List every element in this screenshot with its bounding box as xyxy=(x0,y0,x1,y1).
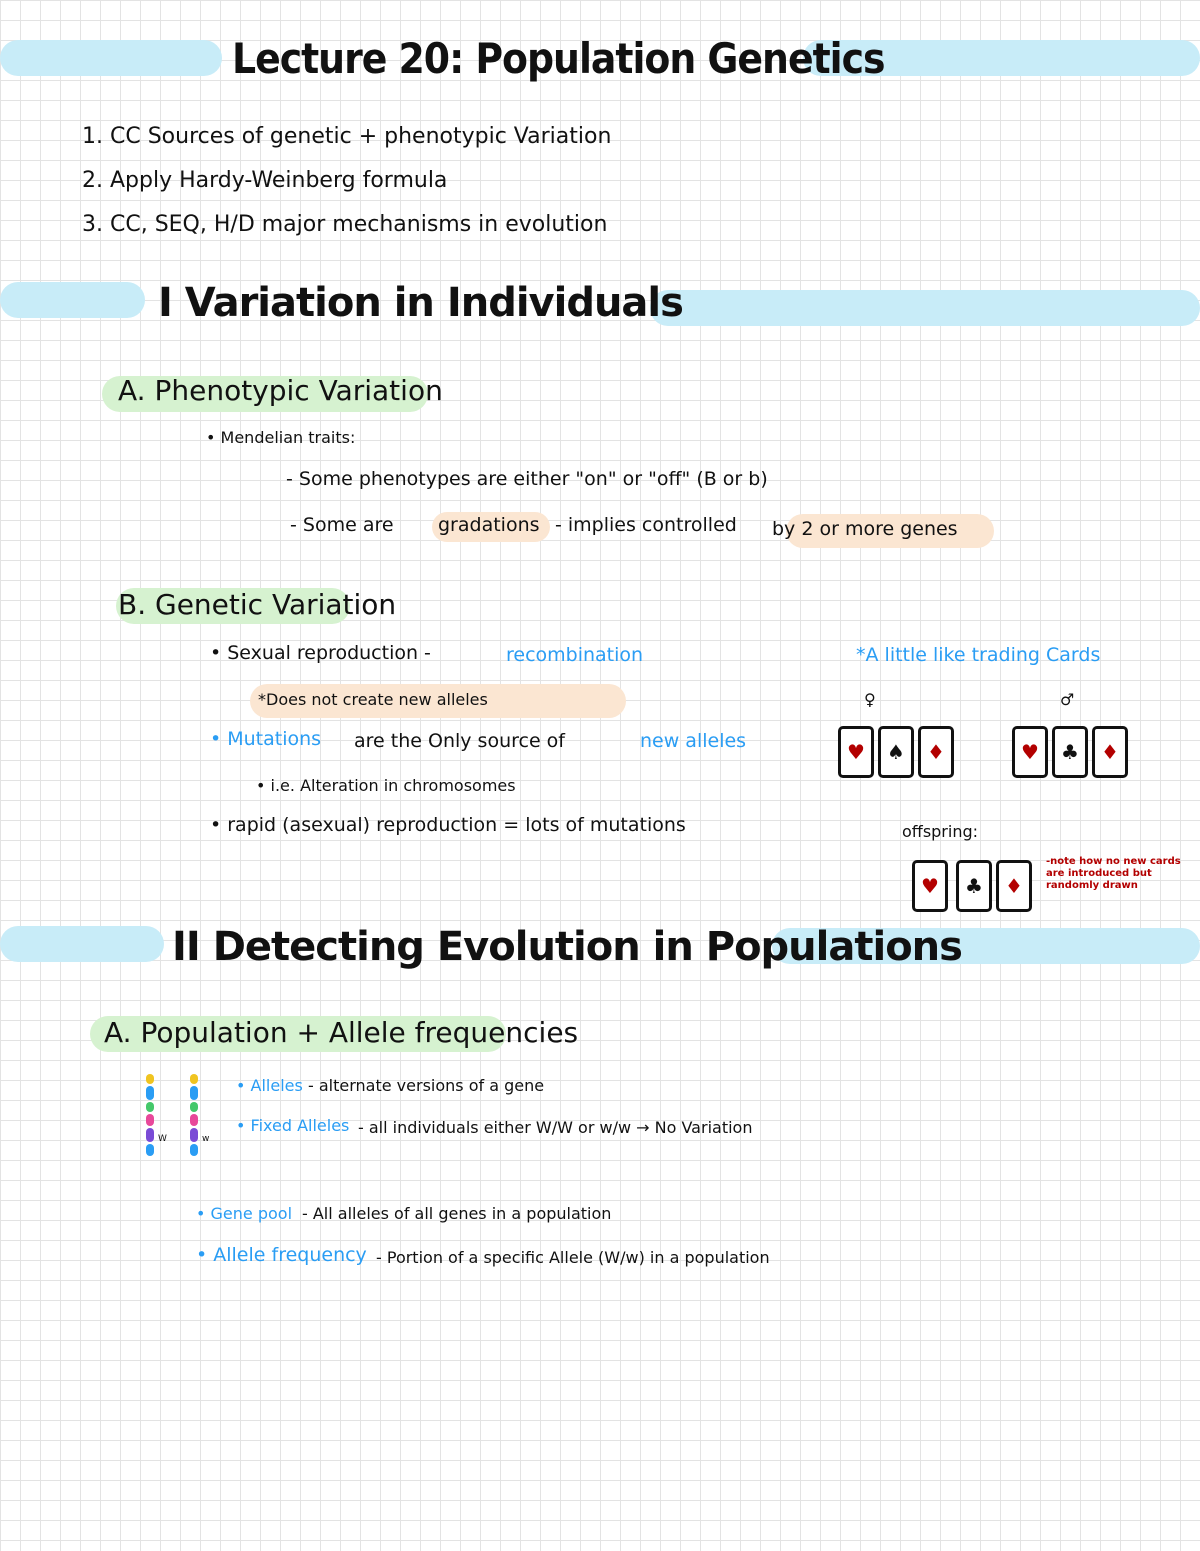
sexual-reproduction: • Sexual reproduction - xyxy=(210,642,431,664)
objective-1: 1. CC Sources of genetic + phenotypic Variation xyxy=(82,124,612,149)
section1-bar-left xyxy=(0,282,145,318)
parent2-card-club: ♣ xyxy=(1052,726,1088,778)
offspring-note: -note how no new cards are introduced but randomly drawn xyxy=(1046,856,1181,891)
gradations-line-mid: - implies controlled xyxy=(555,514,737,536)
mendelian-bullet: • Mendelian traits: xyxy=(206,428,356,447)
section1-heading: I Variation in Individuals xyxy=(158,280,683,326)
parent1-symbol: ♀ xyxy=(864,690,876,709)
allele-frequency-definition: - Portion of a specific Allele (W/w) in a population xyxy=(376,1248,770,1267)
section2-bar-left xyxy=(0,926,164,962)
section1b-label: B. Genetic Variation xyxy=(118,588,397,621)
recombination: recombination xyxy=(506,644,644,666)
allele-frequency-word: • Allele frequency xyxy=(196,1244,367,1266)
fixed-alleles-word: • Fixed Alleles xyxy=(236,1116,350,1135)
parent2-symbol: ♂ xyxy=(1060,690,1075,709)
section2a-label: A. Population + Allele frequencies xyxy=(104,1016,579,1049)
gradations-word: gradations xyxy=(438,514,540,536)
objective-3: 3. CC, SEQ, H/D major mechanisms in evolution xyxy=(82,212,608,237)
offspring-label: offspring: xyxy=(902,822,979,841)
new-alleles: new alleles xyxy=(640,730,747,752)
parent1-card-spade: ♠ xyxy=(878,726,914,778)
gradations-line-end: by 2 or more genes xyxy=(772,518,958,540)
not-new-alleles: *Does not create new alleles xyxy=(258,690,488,709)
mutations-mid: are the Only source of xyxy=(354,730,565,752)
alleles-word: • Alleles xyxy=(236,1076,303,1095)
parent2-card-heart: ♥ xyxy=(1012,726,1048,778)
offspring-card-heart: ♥ xyxy=(912,860,948,912)
section1-bar-right xyxy=(650,290,1200,326)
alleles-definition: - alternate versions of a gene xyxy=(308,1076,545,1095)
section1a-label: A. Phenotypic Variation xyxy=(118,374,443,407)
parent1-card-diamond: ♦ xyxy=(918,726,954,778)
gene-pool-word: • Gene pool xyxy=(196,1204,293,1223)
gene-pool-definition: - All alleles of all genes in a population xyxy=(302,1204,612,1223)
chromosome-lw-label: w xyxy=(202,1134,210,1144)
page-title: Lecture 20: Population Genetics xyxy=(232,34,885,83)
parent1-card-heart: ♥ xyxy=(838,726,874,778)
objective-2: 2. Apply Hardy-Weinberg formula xyxy=(82,168,448,193)
title-bar-left xyxy=(0,40,222,76)
mutations-word: • Mutations xyxy=(210,728,322,750)
parent2-card-diamond: ♦ xyxy=(1092,726,1128,778)
chromosome-w-label: W xyxy=(158,1134,167,1144)
trading-cards-note: *A little like trading Cards xyxy=(856,644,1101,666)
rapid-reproduction: • rapid (asexual) reproduction = lots of mutations xyxy=(210,814,686,836)
gradations-line-start: - Some are xyxy=(290,514,394,536)
onoff-line: - Some phenotypes are either "on" or "off" (B or b) xyxy=(286,468,768,490)
chromosome-alteration: • i.e. Alteration in chromosomes xyxy=(256,776,516,795)
section2-heading: II Detecting Evolution in Populations xyxy=(172,924,962,970)
offspring-card-diamond: ♦ xyxy=(996,860,1032,912)
fixed-alleles-definition: - all individuals either W/W or w/w → No Variation xyxy=(358,1118,753,1137)
offspring-card-club: ♣ xyxy=(956,860,992,912)
